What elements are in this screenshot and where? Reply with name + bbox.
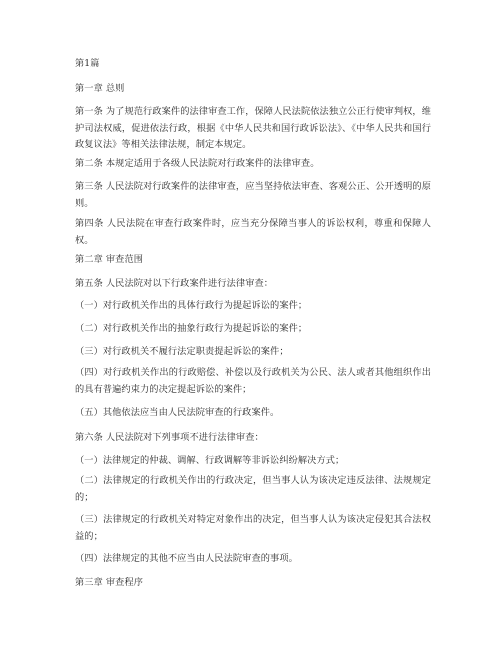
part-title: 第1篇: [75, 58, 100, 69]
article-5: 第五条 人民法院对以下行政案件进行法律审查：: [75, 278, 274, 289]
chapter-heading-1: 第一章 总则: [75, 83, 125, 94]
article-2: 第二条 本规定适用于各级人民法院对行政案件的法律审查。: [75, 158, 320, 169]
article-5-item-2: （二）对行政机关作出的抽象行政行为提起诉讼的案件；: [75, 323, 308, 334]
article-3: 第三条 人民法院对行政案件的法律审查，应当坚持依法审查、客观公正、公开透明的原则。: [75, 181, 431, 209]
article-6-item-3: （三）法律规定的行政机关对特定对象作出的决定，但当事人认为该决定侵犯其合法权益的；: [75, 514, 431, 542]
chapter-heading-2: 第二章 审查范围: [75, 254, 144, 265]
article-5-item-1: （一）对行政机关作出的具体行政行为提起诉讼的案件；: [75, 300, 308, 311]
article-6-item-1: （一）法律规定的仲裁、调解、行政调解等非诉讼纠纷解决方式；: [75, 455, 345, 466]
article-6: 第六条 人民法院对下列事项不进行法律审查：: [75, 432, 264, 443]
chapter-heading-3: 第三章 审查程序: [75, 577, 144, 588]
article-4: 第四条 人民法院在审查行政案件时，应当充分保障当事人的诉讼权利，尊重和保障人权。: [75, 218, 431, 246]
article-1: 第一条 为了规范行政案件的法律审查工作，保障人民法院依法独立公正行使审判权，维护司法权威，促进依法行政，根据《中华人民共和国行政诉讼法》、《中华人民共和国行政复议法》等相关法律法规，制定本规定。: [75, 106, 431, 150]
article-5-item-3: （三）对行政机关不履行法定职责提起诉讼的案件；: [75, 346, 289, 357]
article-6-item-4: （四）法律规定的其他不应当由人民法院审查的事项。: [75, 553, 298, 564]
article-6-item-2: （二）法律规定的行政机关作出的行政决定，但当事人认为该决定违反法律、法规规定的；: [75, 475, 431, 503]
article-5-item-5: （五）其他依法应当由人民法院审查的行政案件。: [75, 407, 280, 418]
article-5-item-4: （四）对行政机关作出的行政赔偿、补偿以及行政机关为公民、法人或者其他组织作出的具有普遍约束力的决定提起诉讼的案件；: [75, 367, 431, 395]
